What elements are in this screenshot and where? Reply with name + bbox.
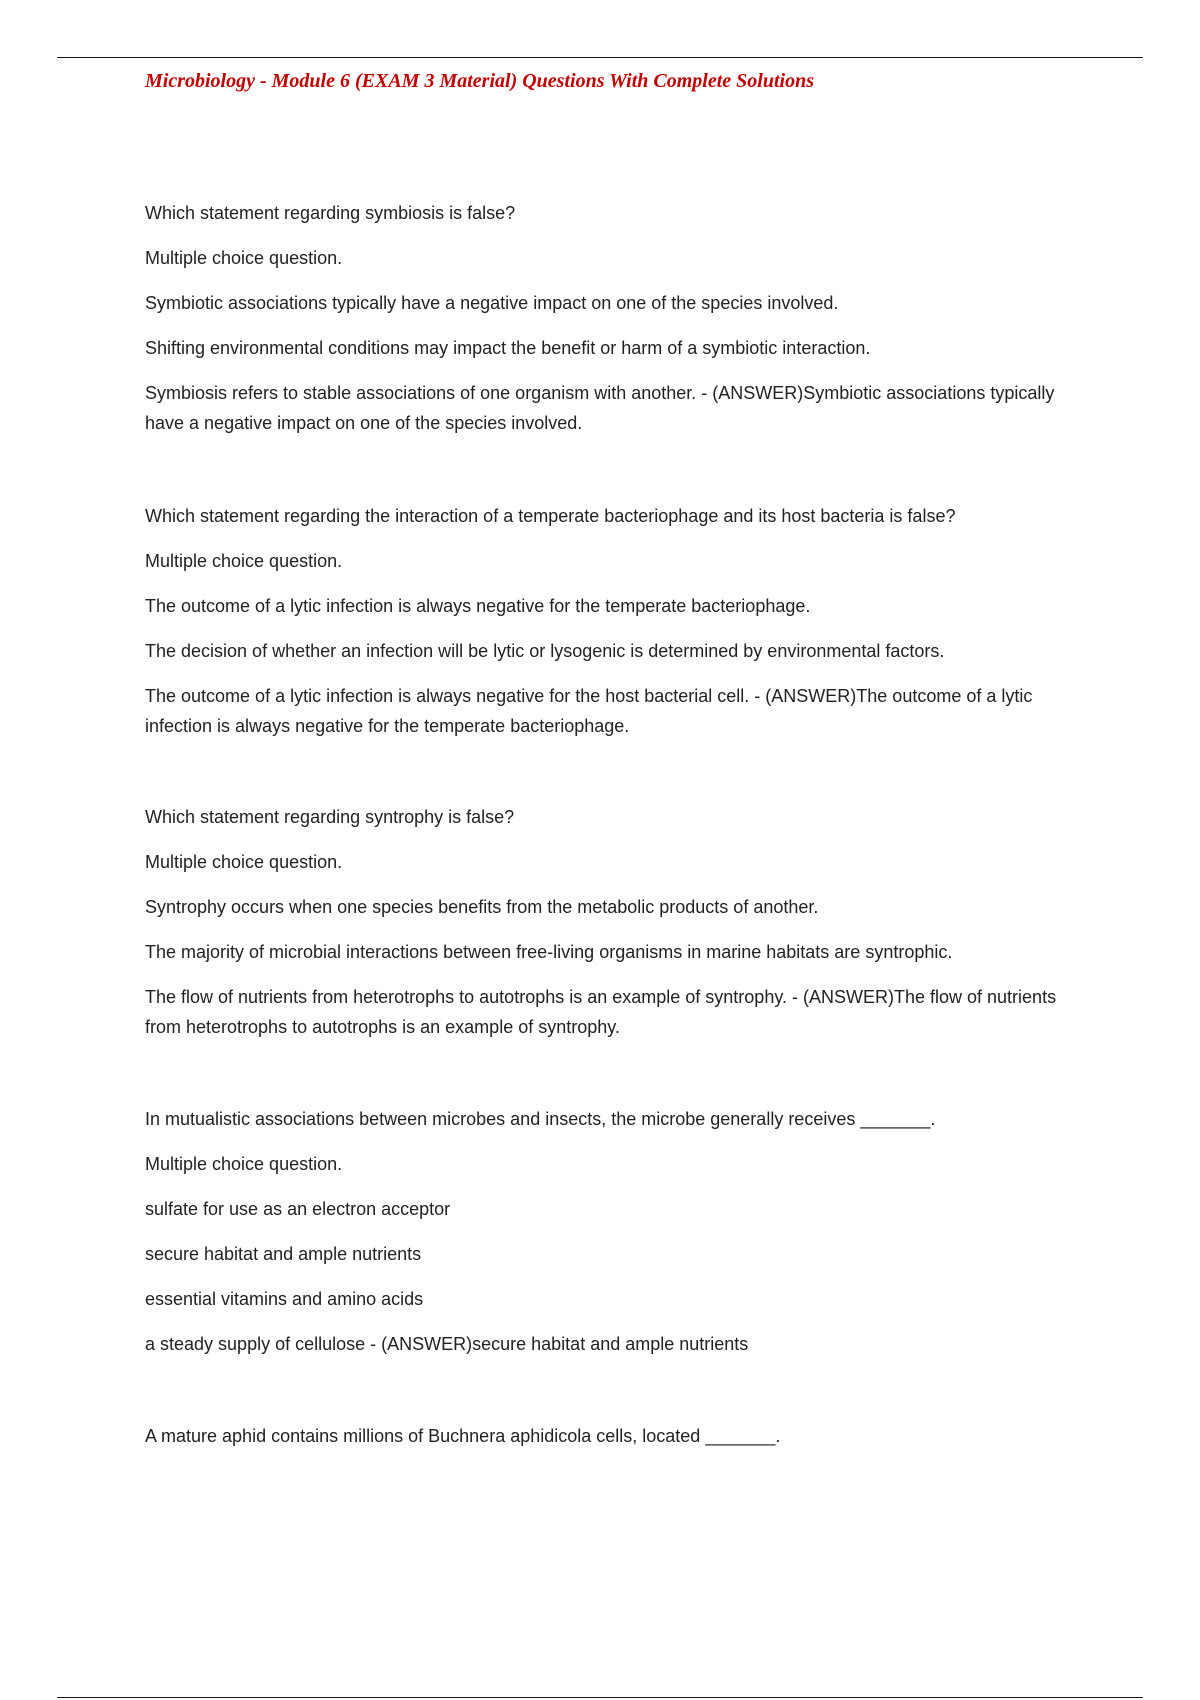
question-prompt: In mutualistic associations between microbes and insects, the microbe generally receives _______.	[145, 1109, 936, 1129]
question-type: Multiple choice question.	[145, 1154, 343, 1174]
question-type: Multiple choice question.	[145, 852, 343, 872]
answer-option: The majority of microbial interactions between free-living organisms in marine habitats are syntrophic.	[145, 942, 953, 962]
answer-option: Shifting environmental conditions may impact the benefit or harm of a symbiotic interaction.	[145, 338, 871, 358]
answer-option: secure habitat and ample nutrients	[145, 1244, 422, 1264]
footer-rule	[57, 1697, 1143, 1698]
question-block-4	[145, 1104, 1090, 1359]
question-block-2	[145, 501, 1090, 741]
question-type: Multiple choice question.	[145, 248, 343, 268]
answer-option-with-solution: a steady supply of cellulose - (ANSWER)secure habitat and ample nutrients	[145, 1334, 749, 1354]
answer-option-with-solution: Symbiosis refers to stable associations of one organism with another. - (ANSWER)Symbiotic associations typically have a negative impact on one of the species involved.	[145, 383, 1055, 433]
question-prompt: Which statement regarding syntrophy is false?	[145, 807, 515, 827]
header-rule	[57, 57, 1143, 58]
question-prompt: Which statement regarding symbiosis is false?	[145, 203, 516, 223]
answer-option: sulfate for use as an electron acceptor	[145, 1199, 451, 1219]
answer-option-with-solution: The flow of nutrients from heterotrophs to autotrophs is an example of syntrophy. - (ANSWER)The flow of nutrients from heterotrophs to autotrophs is an example of syntrophy.	[145, 987, 1057, 1037]
question-block-1	[145, 198, 1090, 438]
answer-option: The outcome of a lytic infection is always negative for the temperate bacteriophage.	[145, 596, 811, 616]
answer-option: Symbiotic associations typically have a negative impact on one of the species involved.	[145, 293, 839, 313]
question-type: Multiple choice question.	[145, 551, 343, 571]
answer-option-with-solution: The outcome of a lytic infection is always negative for the host bacterial cell. - (ANSWER)The outcome of a lytic infection is always negative for the temperate bacteriophage.	[145, 686, 1033, 736]
answer-option: The decision of whether an infection will be lytic or lysogenic is determined by environmental factors.	[145, 641, 945, 661]
question-block-3	[145, 802, 1090, 1042]
answer-option: Syntrophy occurs when one species benefits from the metabolic products of another.	[145, 897, 819, 917]
document-title: Microbiology - Module 6 (EXAM 3 Material) Questions With Complete Solutions	[145, 70, 814, 92]
question-prompt: Which statement regarding the interaction of a temperate bacteriophage and its host bacteria is false?	[145, 506, 956, 526]
question-prompt: A mature aphid contains millions of Buchnera aphidicola cells, located _______.	[145, 1426, 781, 1446]
answer-option: essential vitamins and amino acids	[145, 1289, 424, 1309]
question-block-5	[145, 1421, 1090, 1451]
